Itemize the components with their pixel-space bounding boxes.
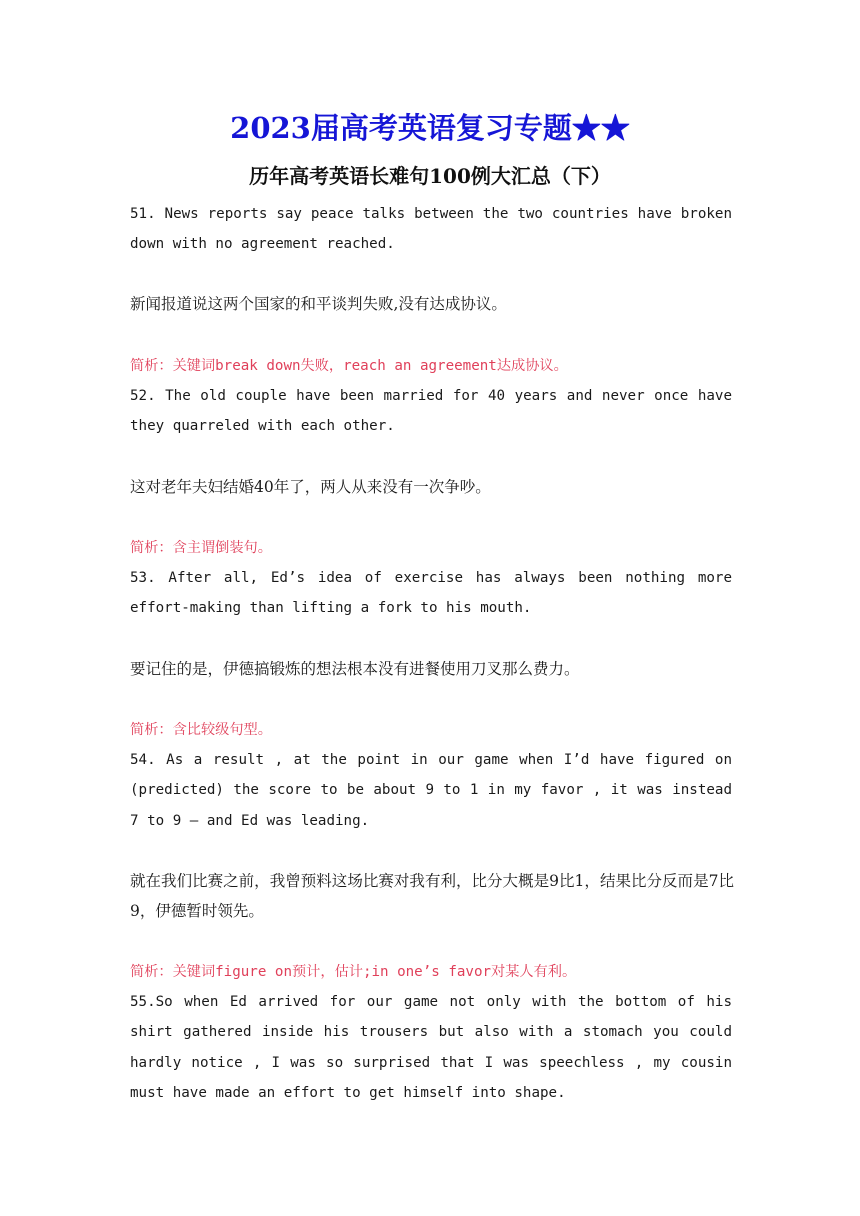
sentence-53-english: 53. After all, Ed’s idea of exercise has always been nothing more effort-making than lifting a fork to his mouth. xyxy=(130,570,732,617)
sentence-54-translation: 就在我们比赛之前，我曾预料这场比赛对我有利，比分大概是9比1，结果比分反而是7比9，伊德暂时领先。 xyxy=(130,872,734,921)
sentence-52-translation: 这对老年夫妇结婚40年了，两人从来没有一次争吵。 xyxy=(130,478,491,496)
document-title: 2023届高考英语复习专题★★ xyxy=(230,111,630,145)
sentence-52-analysis: 简析：含主谓倒装句。 xyxy=(130,540,272,556)
sentence-53-translation: 要记住的是，伊德搞锻炼的想法根本没有进餐使用刀叉那么费力。 xyxy=(130,660,580,678)
sentence-51-english: 51. News reports say peace talks between the two countries have broken down with no agreement reached. xyxy=(130,206,732,253)
document-subtitle: 历年高考英语长难句100例大汇总（下） xyxy=(249,164,611,188)
sentence-54-analysis: 简析：关键词figure on预计，估计;in one’s favor对某人有利。 xyxy=(130,964,577,980)
sentence-54-english: 54. As a result , at the point in our game when I’d have figured on (predicted) the score to be about 9 to 1 in my favor , it was instead 7 to 9 — and Ed was leading. xyxy=(130,752,732,829)
sentence-51-analysis: 简析：关键词break down失败，reach an agreement达成协议。 xyxy=(130,358,568,374)
sentence-52-english: 52. The old couple have been married for 40 years and never once have they quarreled with each other. xyxy=(130,388,732,435)
sentence-55-english: 55.So when Ed arrived for our game not only with the bottom of his shirt gathered inside his trousers but also with a stomach you could hardly notice , I was so surprised that I was speechless , my cousin must have made an effort to get himself into shape. xyxy=(130,994,732,1102)
sentence-53-analysis: 简析：含比较级句型。 xyxy=(130,722,272,738)
sentence-51-translation: 新闻报道说这两个国家的和平谈判失败,没有达成协议。 xyxy=(130,295,507,313)
